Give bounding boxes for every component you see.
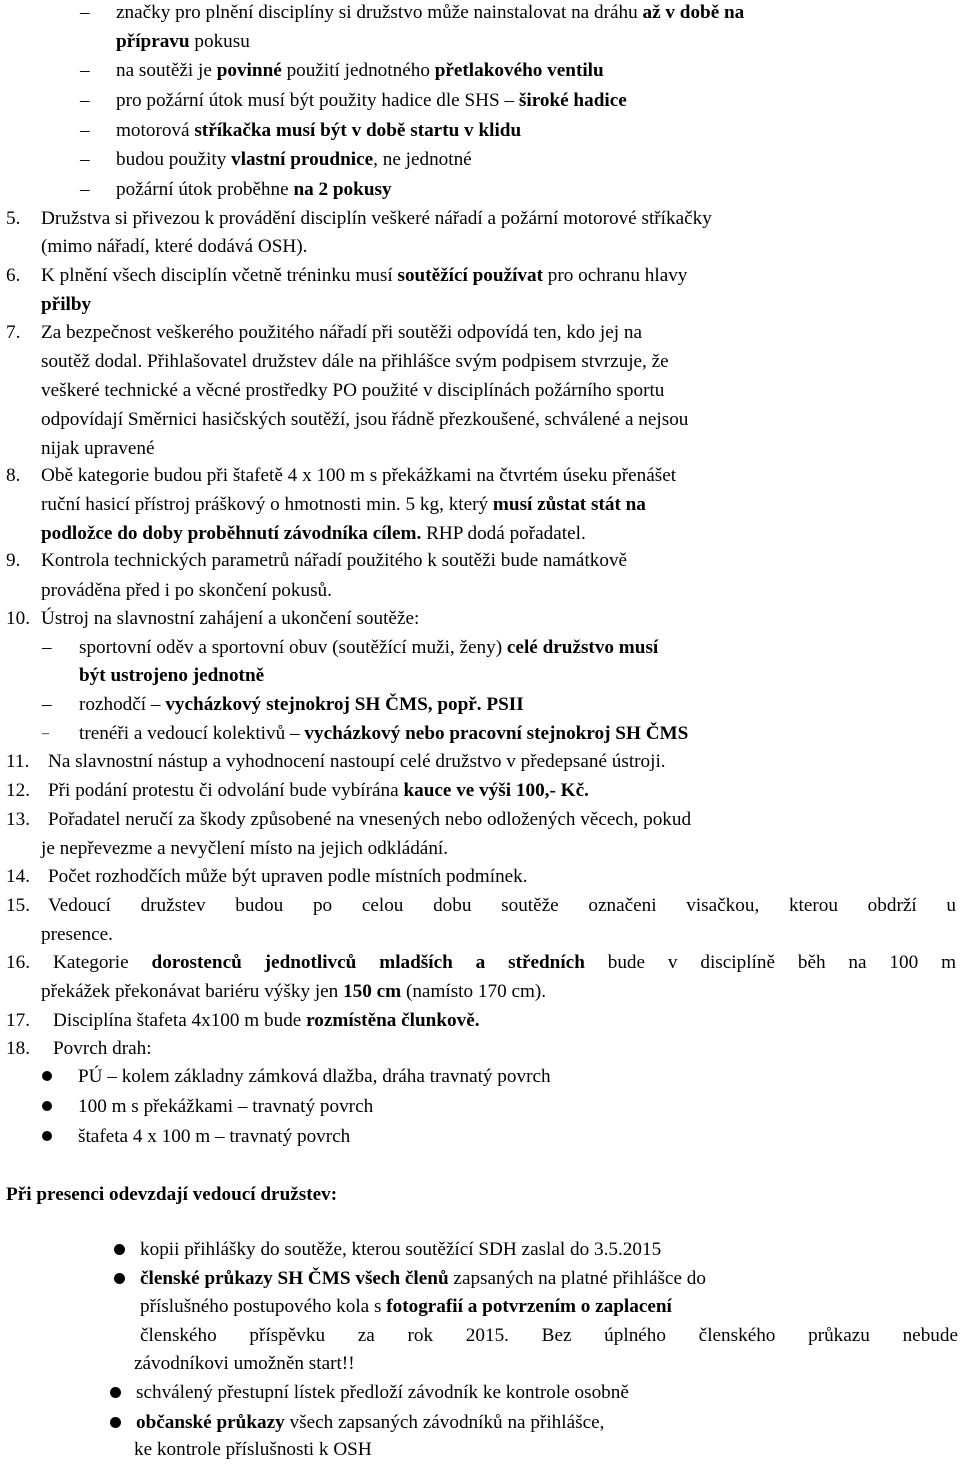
item-text: Při podání protestu či odvolání bude vybírána kauce ve výši 100,- Kč. <box>48 780 589 801</box>
list-item: budou použity vlastní proudnice, ne jednotné <box>116 149 472 170</box>
item-text: přilby <box>41 294 92 315</box>
item-number: 18. <box>6 1038 30 1059</box>
list-item: na soutěži je povinné použití jednotného přetlakového ventilu <box>116 60 604 81</box>
list-item: požární útok proběhne na 2 pokusy <box>116 179 392 200</box>
list-item: 100 m s překážkami – travnatý povrch <box>78 1096 374 1117</box>
item-text: Ústroj na slavnostní zahájení a ukončení soutěže: <box>41 608 420 629</box>
list-item: sportovní oděv a sportovní obuv (soutěžící muži, ženy) celé družstvo musí <box>79 637 659 658</box>
bullet-icon <box>114 1273 125 1284</box>
bullet-icon <box>110 1387 121 1398</box>
list-item: schválený přestupní lístek předloží závodník ke kontrole osobně <box>136 1382 629 1403</box>
list-item-cont: přípravu pokusu <box>116 31 250 52</box>
item-number: 17. <box>6 1010 30 1031</box>
list-item: rozhodčí – vycházkový stejnokroj SH ČMS, popř. PSII <box>79 694 524 715</box>
item-text: Povrch drah: <box>53 1038 152 1059</box>
item-text: Za bezpečnost veškerého použitého nářadí při soutěži odpovídá ten, kdo jej na <box>41 322 643 343</box>
dash-marker: – <box>42 694 52 715</box>
item-text: Pořadatel neručí za škody způsobené na vnesených nebo odložených věcech, pokud <box>48 809 692 830</box>
item-number: 16. <box>6 952 30 973</box>
item-text: Kontrola technických parametrů nářadí použitého k soutěži bude namátkově <box>41 550 628 571</box>
list-item: štafeta 4 x 100 m – travnatý povrch <box>78 1126 351 1147</box>
list-item: kopii přihlášky do soutěže, kterou soutěžící SDH zaslal do 3.5.2015 <box>140 1239 662 1260</box>
item-text: Družstva si přivezou k provádění disciplín veškeré nářadí a požární motorové stříkačky <box>41 208 712 229</box>
item-text: Kategorie dorostenců jednotlivců mladších a středních bude v disciplíně běh na 100 m <box>53 952 956 973</box>
item-text: nijak upravené <box>41 438 155 459</box>
list-item-cont: ke kontrole příslušnosti k OSH <box>134 1439 372 1460</box>
item-text: Vedoucí družstev budou po celou dobu soutěže označeni visačkou, kterou obdrží u <box>48 895 956 916</box>
item-number: 14. <box>6 866 30 887</box>
bullet-icon <box>110 1417 121 1428</box>
list-item-cont: být ustrojeno jednotně <box>79 665 265 686</box>
item-text: (mimo nářadí, které dodává OSH). <box>41 236 308 257</box>
list-item: trenéři a vedoucí kolektivů – vycházkový nebo pracovní stejnokroj SH ČMS <box>79 723 689 744</box>
item-number: 5. <box>6 208 21 229</box>
item-text: podložce do doby proběhnutí závodníka cílem. RHP dodá pořadatel. <box>41 523 586 544</box>
item-text: odpovídají Směrnici hasičských soutěží, jsou řádně přezkoušené, schválené a nejsou <box>41 409 689 430</box>
dash-marker: – <box>42 637 52 658</box>
item-number: 13. <box>6 809 30 830</box>
item-number: 7. <box>6 322 21 343</box>
item-text: K plnění všech disciplín včetně tréninku musí soutěžící používat pro ochranu hlavy <box>41 265 688 286</box>
list-item: pro požární útok musí být použity hadice dle SHS – široké hadice <box>116 90 627 111</box>
item-number: 10. <box>6 608 30 629</box>
item-text: ruční hasicí přístroj práškový o hmotnosti min. 5 kg, který musí zůstat stát na <box>41 494 646 515</box>
list-item: PÚ – kolem základny zámková dlažba, dráha travnatý povrch <box>78 1066 551 1087</box>
item-number: 9. <box>6 550 21 571</box>
item-text: Disciplína štafeta 4x100 m bude rozmístěna člunkově. <box>53 1010 480 1031</box>
list-item-cont: závodníkovi umožněn start!! <box>134 1353 355 1374</box>
bullet-icon <box>114 1244 125 1255</box>
list-item: občanské průkazy všech zapsaných závodníků na přihlášce, <box>136 1412 605 1433</box>
item-number: 6. <box>6 265 21 286</box>
item-text: Počet rozhodčích může být upraven podle místních podmínek. <box>48 866 528 887</box>
item-text: veškeré technické a věcné prostředky PO použité v disciplínách požárního sportu <box>41 380 665 401</box>
item-text: prováděna před i po skončení pokusů. <box>41 580 332 601</box>
list-item: motorová stříkačka musí být v době startu v klidu <box>116 120 522 141</box>
list-item: značky pro plnění disciplíny si družstvo může nainstalovat na dráhu až v době na <box>116 2 745 23</box>
item-number: 12. <box>6 780 30 801</box>
bullet-icon <box>42 1071 52 1081</box>
section-heading: Při presenci odevzdají vedoucí družstev: <box>6 1184 338 1205</box>
dash-marker: – <box>80 149 90 170</box>
item-text: soutěž dodal. Přihlašovatel družstev dále na přihlášce svým podpisem stvrzuje, že <box>41 351 669 372</box>
dash-marker: – <box>80 179 90 200</box>
item-text: Obě kategorie budou při štafetě 4 x 100 m s překážkami na čtvrtém úseku přenášet <box>41 465 677 486</box>
item-number: 8. <box>6 465 21 486</box>
list-item: členské průkazy SH ČMS všech členů zapsaných na platné přihlášce do <box>140 1268 706 1289</box>
item-text: presence. <box>41 924 113 945</box>
dash-marker: – <box>80 2 90 23</box>
bullet-icon <box>42 1101 52 1111</box>
list-item-cont: příslušného postupového kola s fotografií a potvrzením o zaplacení <box>140 1296 672 1317</box>
item-text: Na slavnostní nástup a vyhodnocení nastoupí celé družstvo v předepsané ústroji. <box>48 751 666 772</box>
item-number: 15. <box>6 895 30 916</box>
item-text: je nepřevezme a nevyčlení místo na jejich odkládání. <box>41 838 449 859</box>
item-text: překážek překonávat bariéru výšky jen 150 cm (namísto 170 cm). <box>41 981 547 1002</box>
dash-marker: – <box>80 120 90 141</box>
list-item-cont: členského příspěvku za rok 2015. Bez úplného členského průkazu nebude <box>140 1325 958 1346</box>
dash-marker: – <box>42 726 49 741</box>
dash-marker: – <box>80 60 90 81</box>
item-number: 11. <box>6 751 30 772</box>
bullet-icon <box>42 1131 52 1141</box>
dash-marker: – <box>80 90 90 111</box>
